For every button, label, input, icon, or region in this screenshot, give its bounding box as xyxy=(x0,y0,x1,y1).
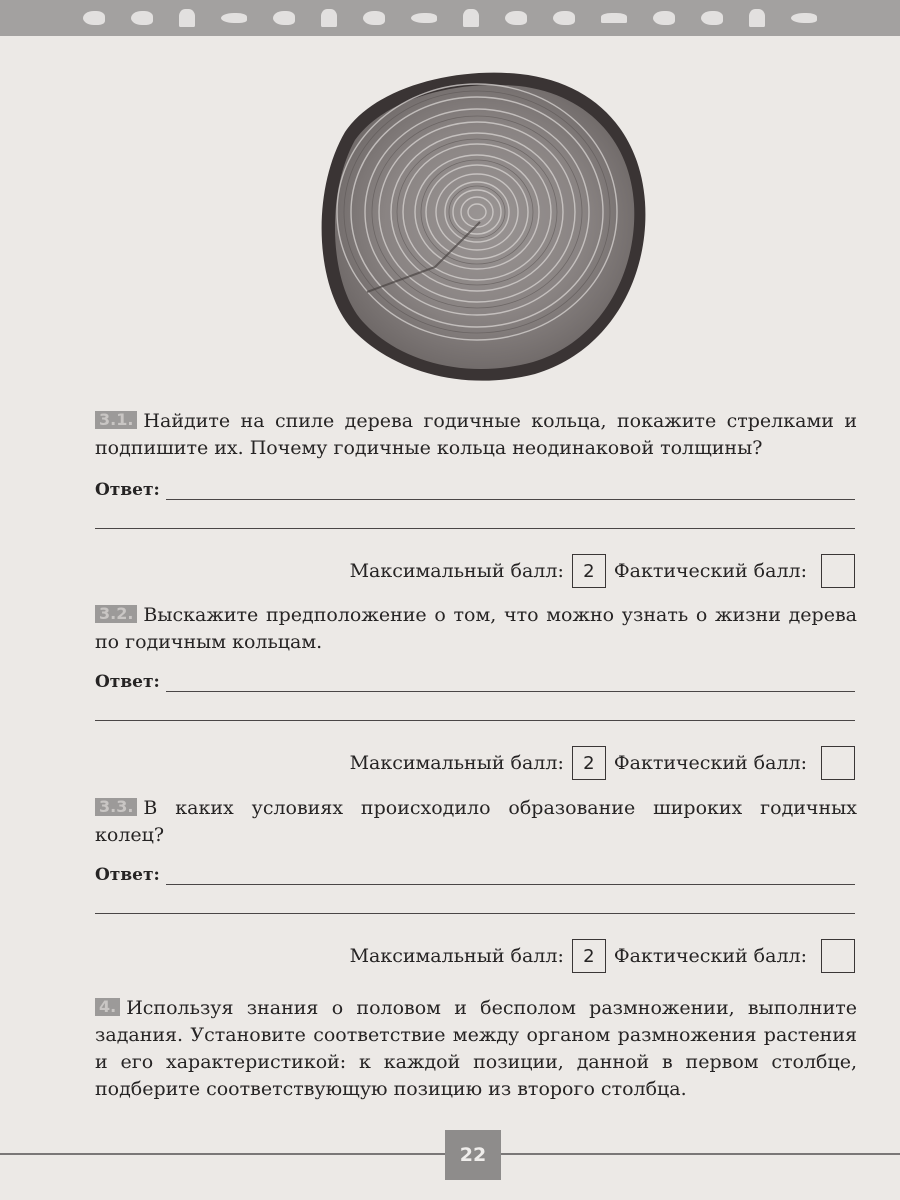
answer-label: Ответ: xyxy=(95,865,160,885)
answer-line[interactable] xyxy=(95,528,855,529)
score-row xyxy=(350,553,855,589)
animal-silhouette-icon xyxy=(363,11,385,25)
answer-line[interactable] xyxy=(166,670,855,692)
max-score-label: Максимальный балл: xyxy=(349,560,564,582)
task-question: Выскажите предположение о том, что можно узнать о жизни дерева по годичным кольцам. xyxy=(95,604,857,653)
task-question: Найдите на спиле дерева годичные кольца, покажите стрелками и подпишите их. Почему годичные кольца неодинаковой толщины? xyxy=(95,410,857,459)
animal-silhouette-icon xyxy=(553,11,575,25)
score-row xyxy=(350,938,855,974)
animal-silhouette-icon xyxy=(505,11,527,25)
task-question: В каких условиях происходило образование широких годичных колец? xyxy=(95,797,857,846)
answer-row xyxy=(95,662,855,692)
decorative-animal-band xyxy=(0,0,900,36)
answer-line[interactable] xyxy=(95,720,855,721)
task-number-badge: 3.3. xyxy=(95,798,137,816)
answer-label: Ответ: xyxy=(95,672,160,692)
animal-silhouette-icon xyxy=(791,13,817,23)
animal-silhouette-icon xyxy=(749,9,765,27)
answer-line[interactable] xyxy=(95,913,855,914)
animal-silhouette-icon xyxy=(463,9,479,27)
tree-cross-section-image xyxy=(305,62,650,382)
animal-silhouette-icon xyxy=(701,11,723,25)
answer-row xyxy=(95,855,855,885)
actual-score-label: Фактический балл: xyxy=(613,752,807,774)
animal-silhouette-icon xyxy=(179,9,195,27)
max-score-box: 2 xyxy=(572,554,606,588)
answer-line[interactable] xyxy=(166,478,855,500)
answer-row xyxy=(95,470,855,500)
task-3-2-text xyxy=(95,602,857,656)
max-score-box: 2 xyxy=(572,939,606,973)
task-question: Используя знания о половом и бесполом размножении, выполните задания. Установите соответствие между органом размножения растения и его характеристикой: к каждой позиции, данной в первом столбце, подберите соответствующую позицию из второго столбца. xyxy=(95,997,857,1100)
actual-score-label: Фактический балл: xyxy=(613,945,807,967)
actual-score-label: Фактический балл: xyxy=(613,560,807,582)
animal-silhouette-icon xyxy=(601,13,627,23)
task-3-1-text xyxy=(95,408,857,462)
animal-silhouette-icon xyxy=(83,11,105,25)
max-score-box: 2 xyxy=(572,746,606,780)
answer-line[interactable] xyxy=(166,863,855,885)
task-number-badge: 3.2. xyxy=(95,605,137,623)
score-row xyxy=(350,745,855,781)
actual-score-box[interactable] xyxy=(821,746,855,780)
actual-score-box[interactable] xyxy=(821,554,855,588)
task-4-text xyxy=(95,995,857,1103)
animal-silhouette-icon xyxy=(321,9,337,27)
animal-silhouette-icon xyxy=(411,13,437,23)
max-score-label: Максимальный балл: xyxy=(349,752,564,774)
max-score-label: Максимальный балл: xyxy=(349,945,564,967)
answer-label: Ответ: xyxy=(95,480,160,500)
animal-silhouette-icon xyxy=(273,11,295,25)
animal-silhouette-icon xyxy=(221,13,247,23)
animal-silhouette-icon xyxy=(653,11,675,25)
task-number-badge: 4. xyxy=(95,998,120,1016)
page-number: 22 xyxy=(445,1130,501,1180)
task-number-badge: 3.1. xyxy=(95,411,137,429)
actual-score-box[interactable] xyxy=(821,939,855,973)
task-3-3-text xyxy=(95,795,857,849)
animal-silhouette-icon xyxy=(131,11,153,25)
